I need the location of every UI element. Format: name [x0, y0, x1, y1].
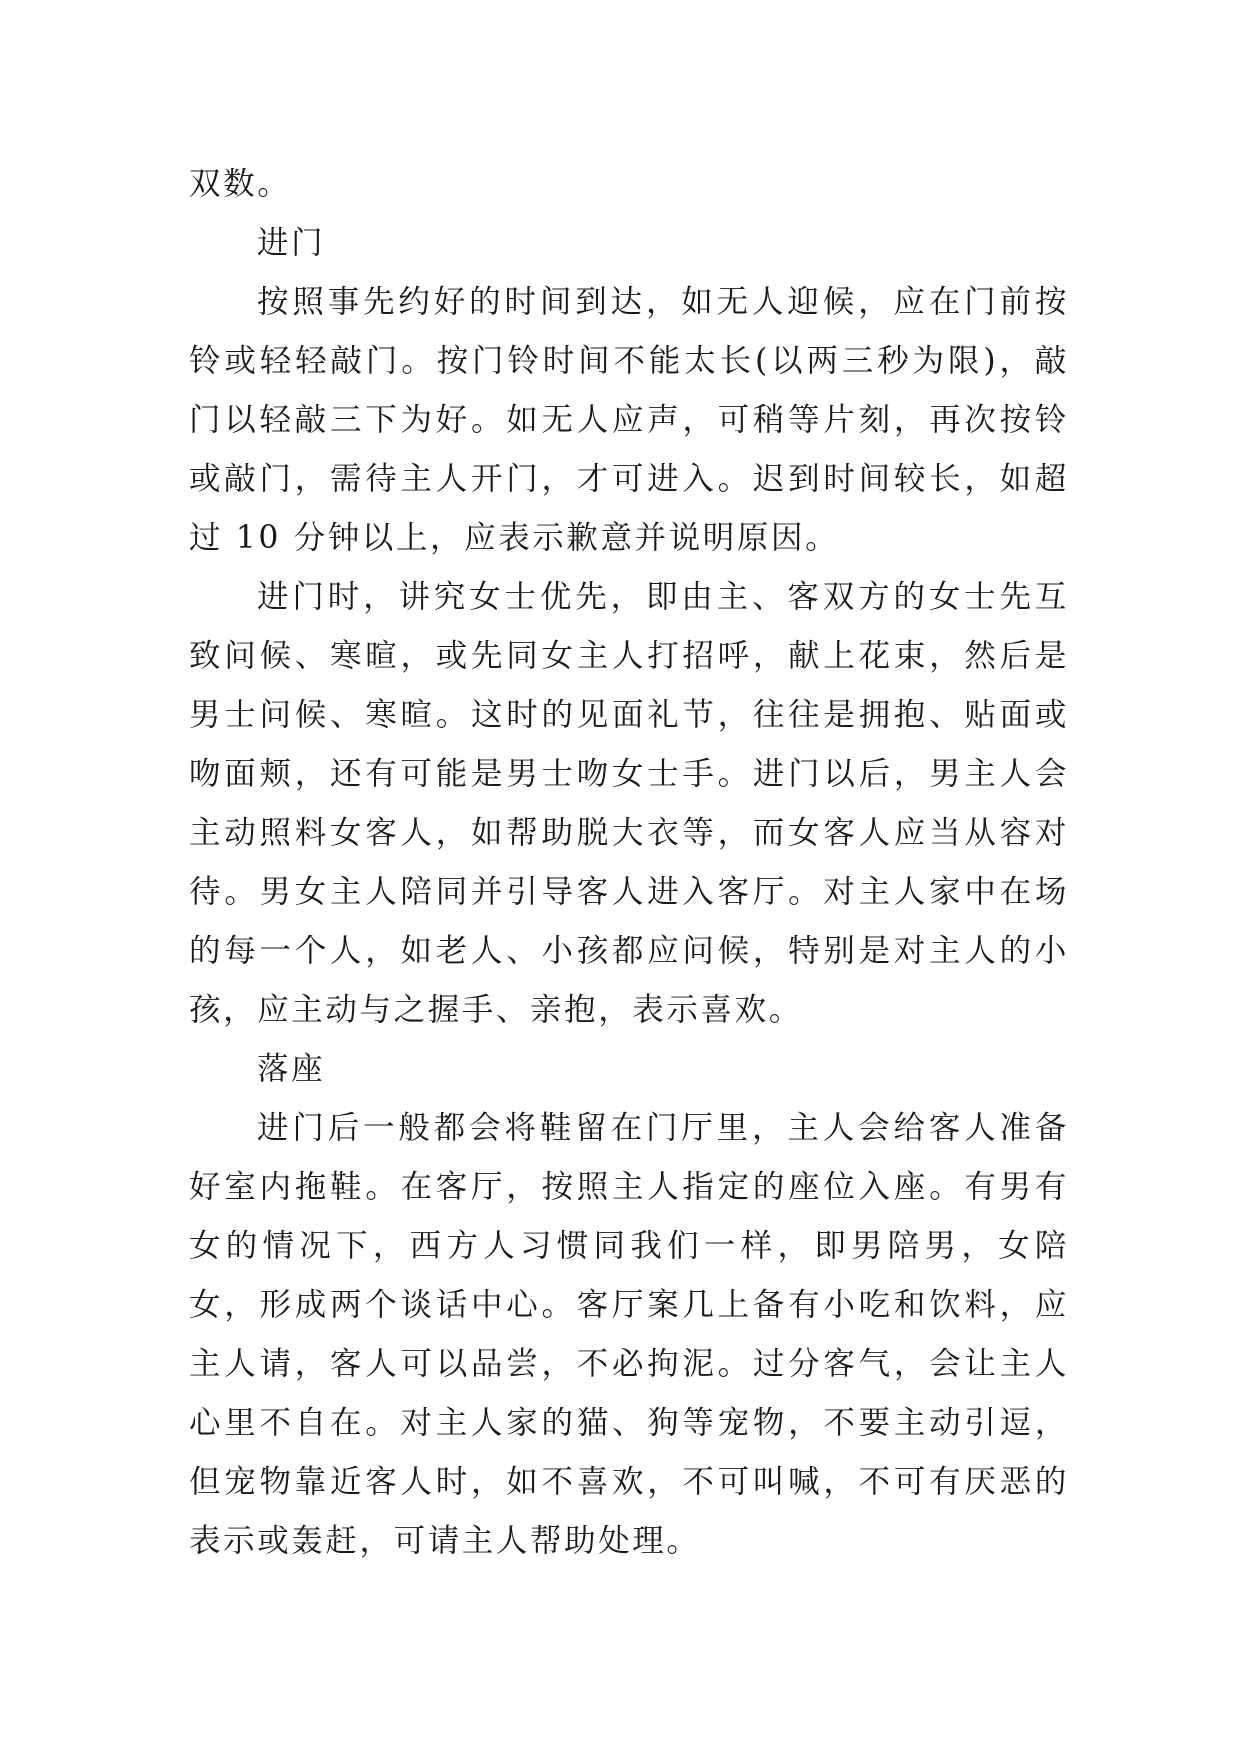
- document-body: [189, 155, 1069, 1571]
- paragraph-arrival: 按照事先约好的时间到达，如无人迎候，应在门前按铃或轻轻敲门。按门铃时间不能太长(以两三秒为限)，敲门以轻敲三下为好。如无人应声，可稍等片刻，再次按铃或敲门，需待主人开门，才可进入。迟到时间较长，如超过 10 分钟以上，应表示歉意并说明原因。: [189, 284, 1069, 556]
- paragraph-seating: 进门后一般都会将鞋留在门厅里，主人会给客人准备好室内拖鞋。在客厅，按照主人指定的座位入座。有男有女的情况下，西方人习惯同我们一样，即男陪男，女陪女，形成两个谈话中心。客厅案几上备有小吃和饮料，应主人请，客人可以品尝，不必拘泥。过分客气，会让主人心里不自在。对主人家的猫、狗等宠物，不要主动引逗，但宠物靠近客人时，如不喜欢，不可叫喊，不可有厌恶的表示或轰赶，可请主人帮助处理。: [189, 1110, 1069, 1559]
- section-heading-entering: 进门: [257, 225, 326, 261]
- section-heading-seating: 落座: [257, 1051, 326, 1087]
- paragraph-greeting: 进门时，讲究女士优先，即由主、客双方的女士先互致问候、寒暄，或先同女主人打招呼，献上花束，然后是男士问候、寒暄。这时的见面礼节，往往是拥抱、贴面或吻面颊，还有可能是男士吻女士手。进门以后，男主人会主动照料女客人，如帮助脱大衣等，而女客人应当从容对待。男女主人陪同并引导客人进入客厅。对主人家中在场的每一个人，如老人、小孩都应问候，特别是对主人的小孩，应主动与之握手、亲抱，表示喜欢。: [189, 579, 1069, 1028]
- paragraph-continuation: 双数。: [189, 166, 292, 202]
